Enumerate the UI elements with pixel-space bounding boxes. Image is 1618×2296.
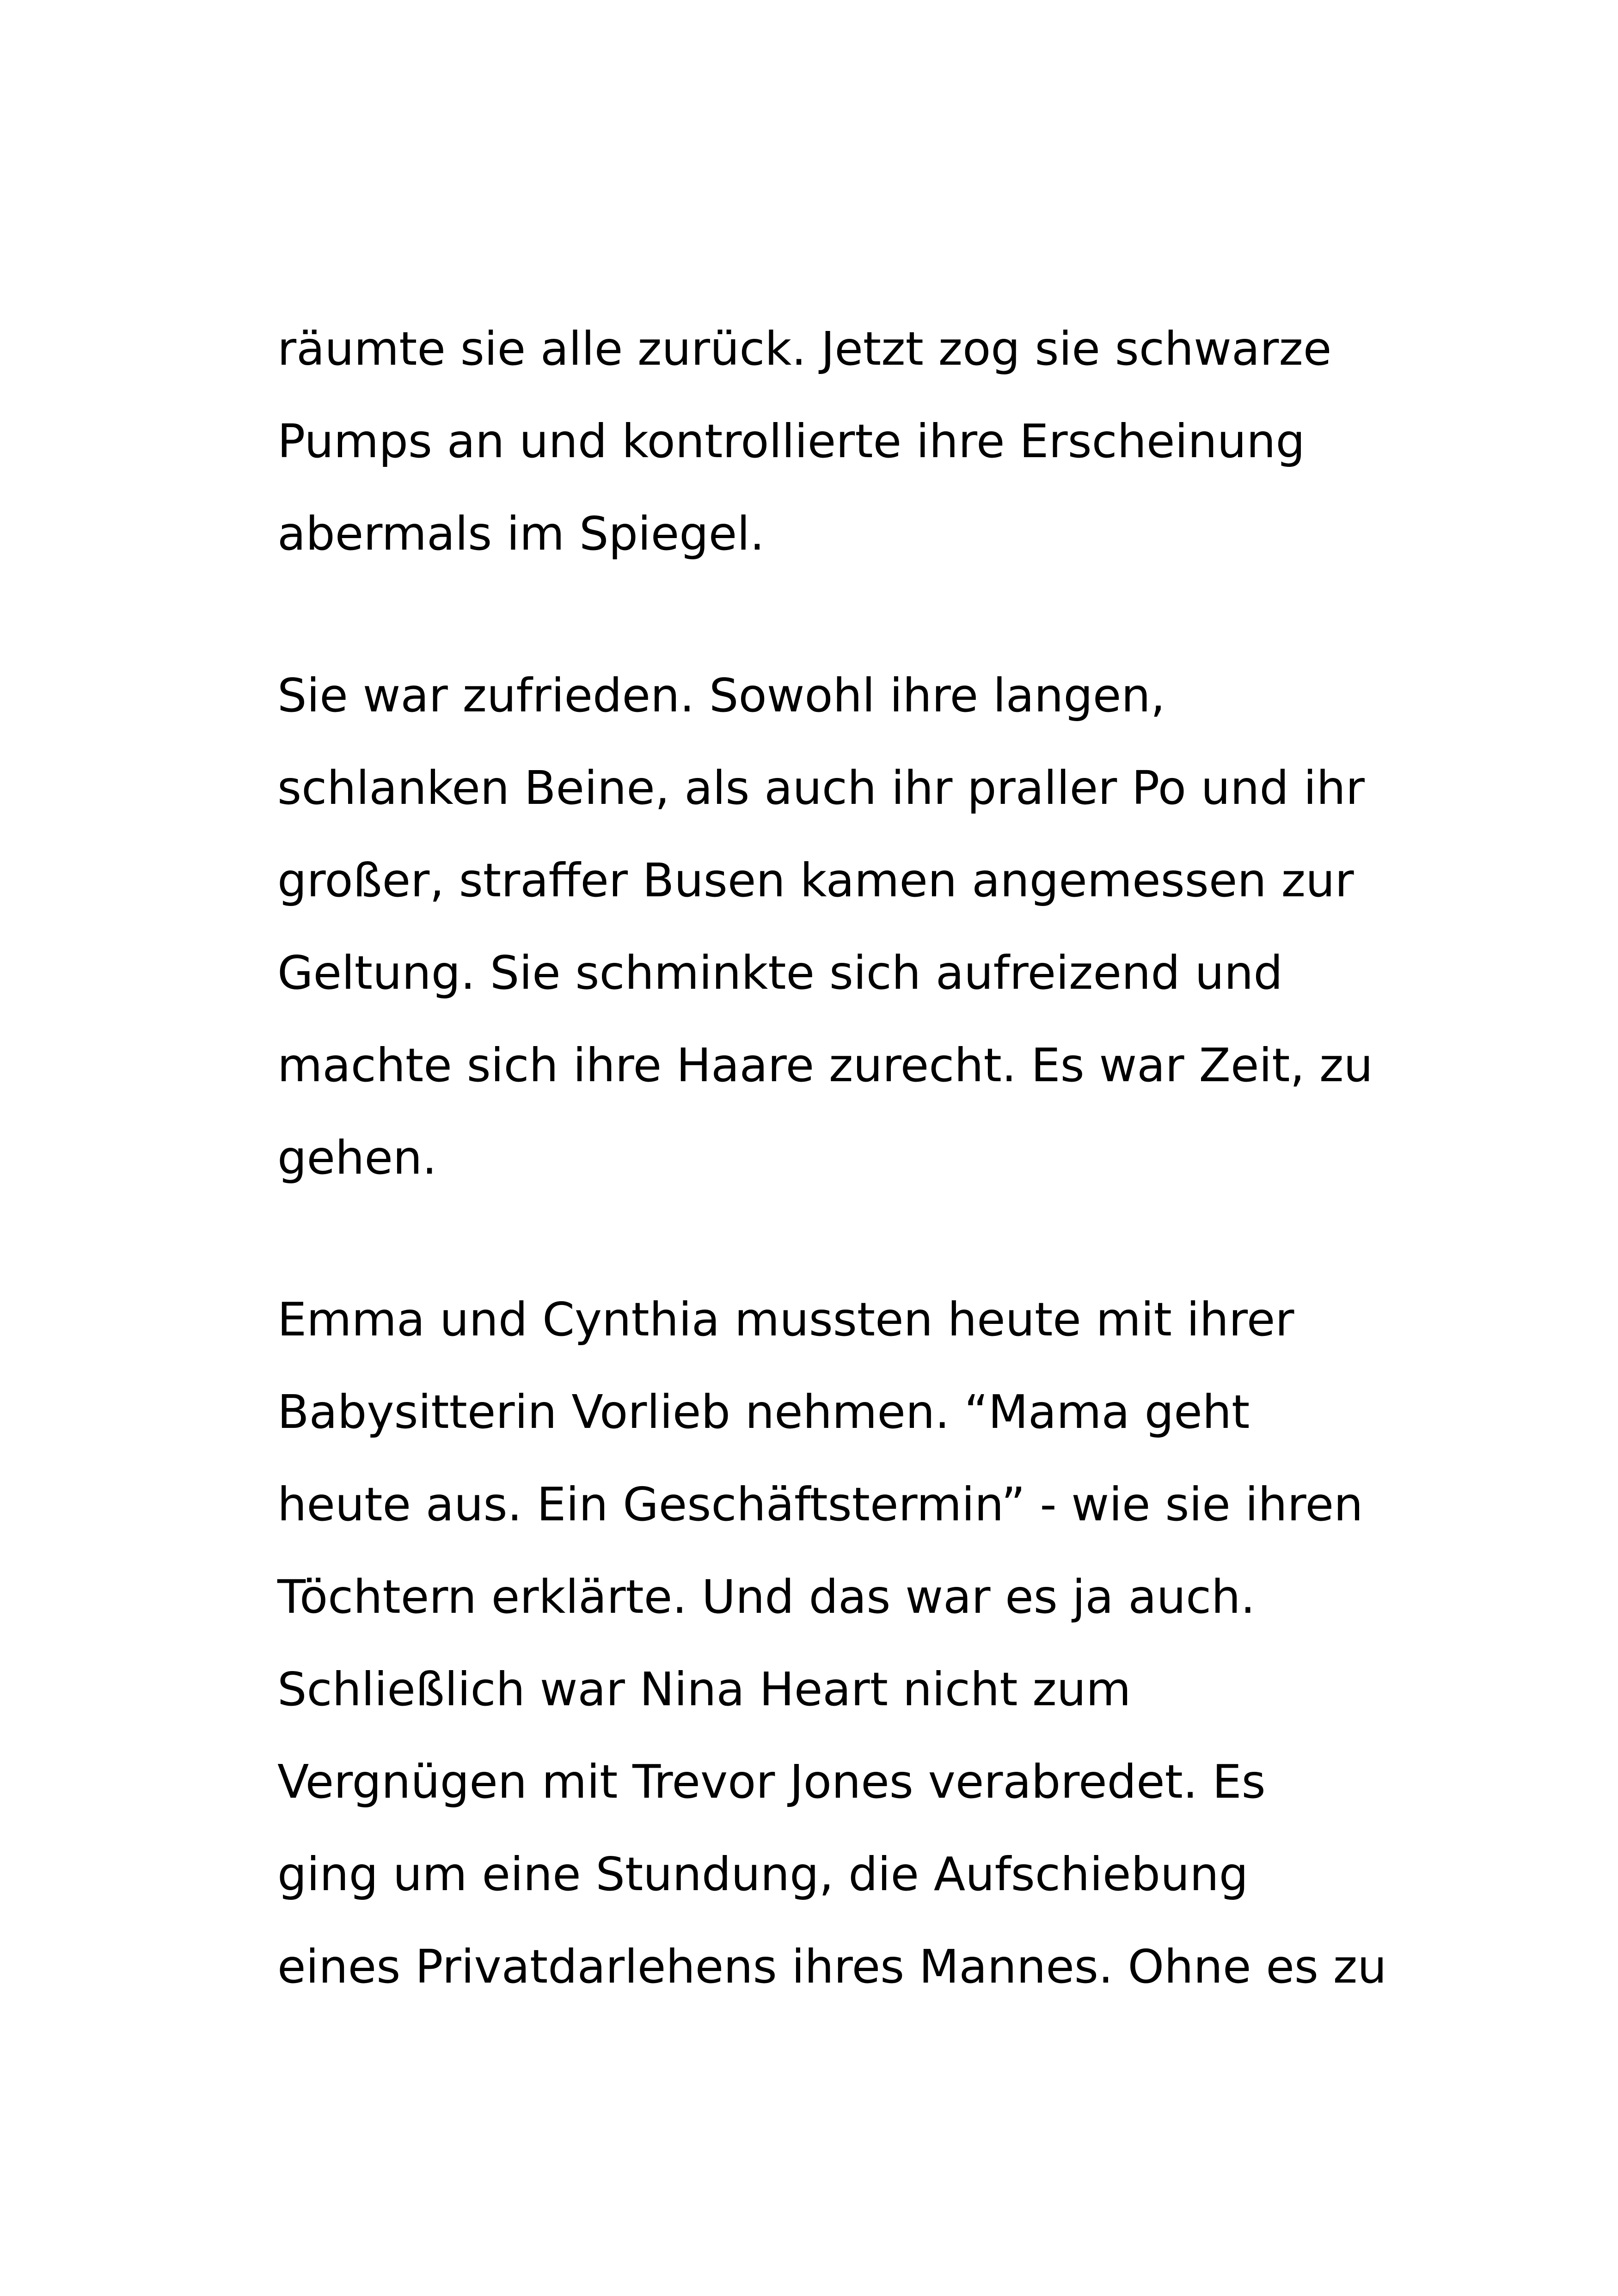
text-line: Töchtern erklärte. Und das war es ja auch. [277,1570,1256,1624]
text-line: Sie war zufrieden. Sowohl ihre langen, [277,668,1165,722]
text-line: Geltung. Sie schminkte sich aufreizend und [277,946,1283,1000]
paragraph-2 [277,649,1387,1204]
text-line: heute aus. Ein Geschäftstermin” - wie sie ihren [277,1477,1363,1531]
paragraph-3 [277,1274,1387,2013]
text-line: Emma und Cynthia mussten heute mit ihrer [277,1292,1294,1347]
paragraph-1 [277,303,1387,580]
text-line: Pumps an und kontrollierte ihre Erscheinung [277,414,1305,468]
text-line: eines Privatdarlehens ihres Mannes. Ohne es zu [277,1940,1387,1994]
text-line: gehen. [277,1131,437,1185]
text-line: ging um eine Stundung, die Aufschiebung [277,1847,1249,1901]
text-line: Schließlich war Nina Heart nicht zum [277,1662,1131,1716]
text-line: Vergnügen mit Trevor Jones verabredet. Es [277,1755,1266,1809]
text-line: räumte sie alle zurück. Jetzt zog sie schwarze [277,322,1332,376]
text-line: schlanken Beine, als auch ihr praller Po und ihr [277,761,1365,815]
text-line: machte sich ihre Haare zurecht. Es war Zeit, zu [277,1038,1373,1092]
text-line: Babysitterin Vorlieb nehmen. “Mama geht [277,1385,1250,1439]
text-line: abermals im Spiegel. [277,507,765,561]
text-line: großer, straffer Busen kamen angemessen zur [277,853,1354,907]
